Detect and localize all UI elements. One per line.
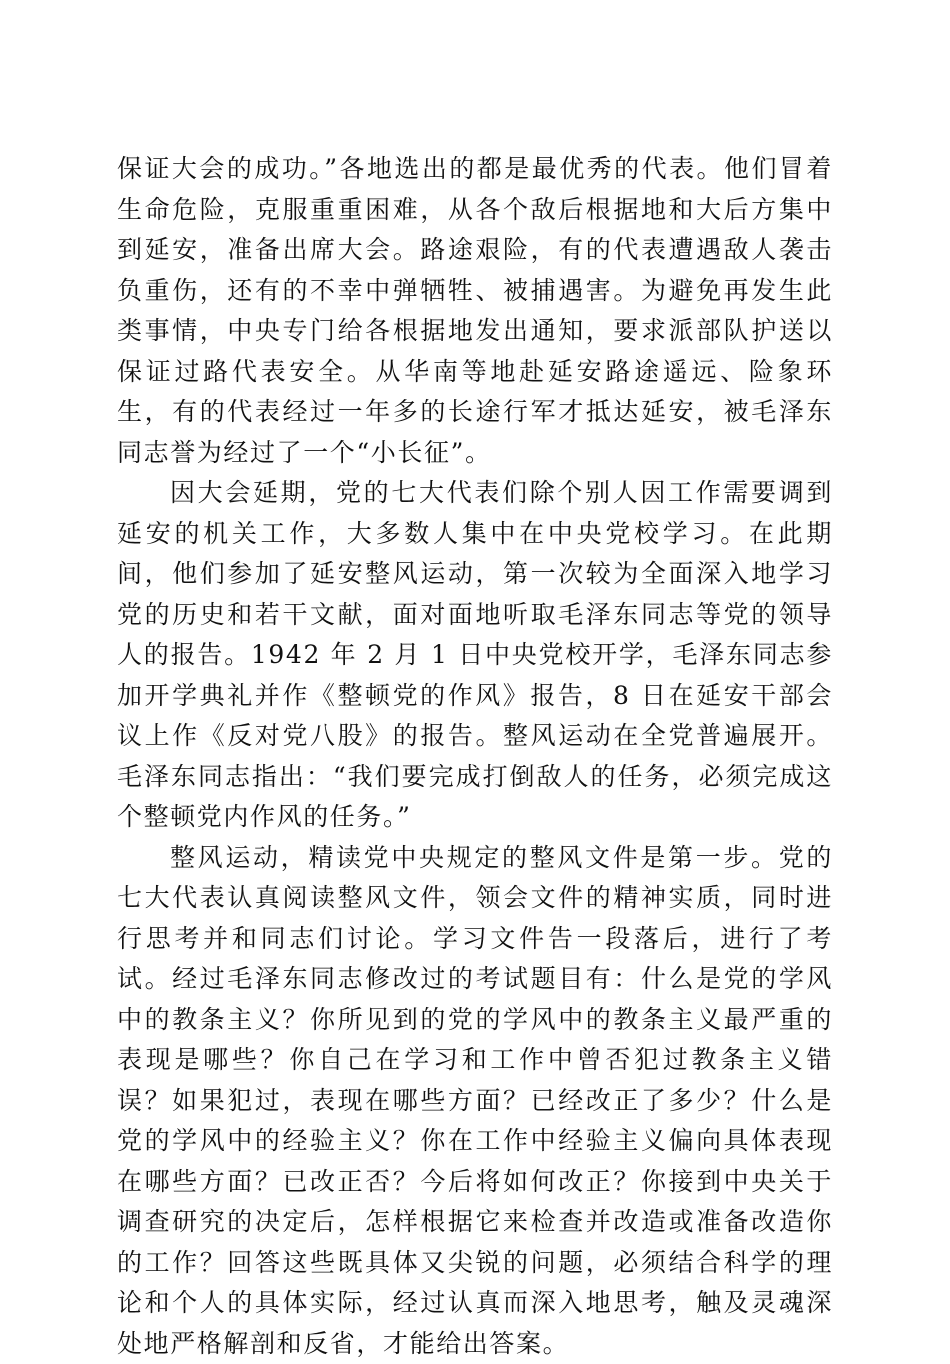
paragraph-rectification-documents: 整风运动，精读党中央规定的整风文件是第一步。党的七大代表认真阅读整风文件，领会文件的精神实质，同时进行思考并和同志们讨论。学习文件告一段落后，进行了考试。经过毛泽东同志修改过的考试题目有：什么是党的学风中的教条主义？你所见到的党的学风中的教条主义最严重的表现是哪些？你自己在学习和工作中曾否犯过教条主义错误？如果犯过，表现在哪些方面？已经改正了多少？什么是党的学风中的经验主义？你在工作中经验主义偏向具体表现在哪些方面？已改正否？今后将如何改正？你接到中央关于调查研究的决定后，怎样根据它来检查并改造或准备改造你的工作？回答这些既具体又尖锐的问题，必须结合科学的理论和个人的具体实际，经过认真而深入地思考，触及灵魂深处地严格解剖和反省，才能给出答案。: [117, 838, 833, 1364]
paragraph-party-school-study: 因大会延期，党的七大代表们除个别人因工作需要调到延安的机关工作，大多数人集中在中央党校学习。在此期间，他们参加了延安整风运动，第一次较为全面深入地学习党的历史和若干文献，面对面地听取毛泽东同志等党的领导人的报告。1942 年 2 月 1 日中央党校开学，毛泽东同志参加开学典礼并作《整顿党的作风》报告，8 日在延安干部会议上作《反对党八股》的报告。整风运动在全党普遍展开。毛泽东同志指出：“我们要完成打倒敌人的任务，必须完成这个整顿党内作风的任务。”: [117, 473, 833, 838]
paragraph-continued: 保证大会的成功。”各地选出的都是最优秀的代表。他们冒着生命危险，克服重重困难，从各个敌后根据地和大后方集中到延安，准备出席大会。路途艰险，有的代表遭遇敌人袭击负重伤，还有的不幸中弹牺牲、被捕遇害。为避免再发生此类事情，中央专门给各根据地发出通知，要求派部队护送以保证过路代表安全。从华南等地赴延安路途遥远、险象环生，有的代表经过一年多的长途行军才抵达延安，被毛泽东同志誉为经过了一个“小长征”。: [117, 149, 833, 473]
document-body: [117, 149, 833, 1364]
